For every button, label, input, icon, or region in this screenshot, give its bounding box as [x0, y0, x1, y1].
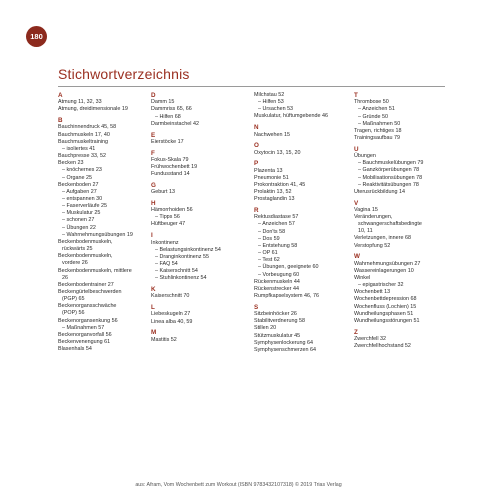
- index-entry: Stabilitverdnerung 58: [254, 318, 305, 325]
- index-subentry: – Wahrnehmungsübungen 19: [62, 231, 133, 238]
- index-entry: Inkontinenz: [151, 239, 179, 246]
- index-subentry: – Reaktivitätsübungen 78: [358, 181, 419, 188]
- index-entry: Hüftbeuger 47: [151, 221, 186, 228]
- index-entry: Oxytocin 13, 15, 20: [254, 149, 301, 156]
- index-entry: Bauchmuskeln 17, 40: [58, 131, 110, 138]
- index-entry: Symphysenlockerung 64: [254, 339, 314, 346]
- index-entry: Eierstöcke 17: [151, 138, 184, 145]
- index-entry: Veränderungen,: [354, 214, 393, 221]
- index-subentry: – isoliertes 41: [62, 145, 96, 152]
- index-letter-heading: A: [58, 92, 63, 99]
- index-column-1: [58, 92, 148, 353]
- index-entry: Fokus-Skala 79: [151, 156, 189, 163]
- index-entry-continuation: (POP) 56: [62, 310, 85, 317]
- index-entry: Plazenta 13: [254, 167, 283, 174]
- index-letter-heading: B: [58, 117, 63, 125]
- index-entry-continuation: schwangerschaftsbedingte: [358, 221, 422, 228]
- index-entry: Zwerchfell 32: [354, 335, 387, 342]
- index-letter-heading: Z: [354, 328, 358, 336]
- index-entry: Atmung, dreidimensionale 19: [58, 106, 128, 113]
- index-entry: Bauchmuskeltraining: [58, 138, 109, 145]
- index-entry: Geburt 13: [151, 189, 175, 196]
- index-subentry: – Hilfen 53: [258, 99, 284, 106]
- index-entry: Linea alba 40, 59: [151, 318, 193, 325]
- index-entry: Prolaktin 13, 52: [254, 189, 292, 196]
- index-subentry: – Tipps 56: [155, 214, 180, 221]
- index-entry: Beckenbodenmuskeln, mittlere: [58, 267, 132, 274]
- index-entry: Milchstau 52: [254, 92, 285, 98]
- index-entry: Mastitis 52: [151, 336, 177, 343]
- index-entry: Damm 15: [151, 99, 175, 106]
- index-entry: Tragen, richtiges 18: [354, 127, 402, 134]
- index-entry: Atmung 11, 32, 33: [58, 99, 102, 106]
- index-entry: Beckenbodentrainer 27: [58, 281, 114, 288]
- index-entry: Stützmuskulatur 45: [254, 332, 301, 339]
- index-subentry: – Gründe 50: [358, 113, 388, 120]
- index-subentry: – epigastrischer 32: [358, 282, 404, 289]
- index-entry: Beckenorgansenkung 56: [58, 317, 118, 324]
- index-entry: Beckenvenengung 61: [58, 339, 111, 346]
- index-entry: Rumpfkapselsystem 46, 76: [254, 293, 320, 299]
- index-subentry: – Muskulatur 25: [62, 210, 101, 217]
- index-letter-heading: K: [151, 286, 156, 294]
- index-entry: Symphysenschmerzen 64: [254, 346, 317, 353]
- index-subentry: – Dranginkontinenz 55: [155, 253, 209, 260]
- index-letter-heading: I: [151, 232, 153, 240]
- index-entry: Wahrnehmungsübungen 27: [354, 260, 421, 267]
- index-subentry: – Bauchmuskelübungen 79: [358, 160, 424, 167]
- index-entry-continuation: 26: [62, 274, 68, 281]
- index-letter-heading: T: [354, 92, 358, 99]
- index-entry: Beckenorgansschwäche: [58, 303, 117, 310]
- index-entry: Wochenbettdepression 68: [354, 296, 417, 303]
- index-entry: Hämorrhoiden 56: [151, 207, 193, 214]
- index-letter-heading: U: [354, 145, 359, 153]
- index-entry: Übungen: [354, 153, 376, 160]
- index-subentry: – Belastungsinkontinenz 54: [155, 246, 221, 253]
- index-subentry: – entspannen 30: [62, 195, 103, 202]
- index-subentry: – Entstehung 58: [258, 242, 298, 249]
- index-entry: Kaiserschnitt 70: [151, 293, 190, 300]
- index-subentry: – Test 62: [258, 257, 280, 264]
- index-subentry: – Aufgaben 27: [62, 188, 97, 195]
- index-entry: Vagina 15: [354, 206, 378, 213]
- index-entry: Muskulatur, hüftumgebende 46: [254, 113, 329, 120]
- index-subentry: – knöchernes 23: [62, 167, 102, 174]
- page-number: 180: [30, 32, 43, 41]
- index-subentry: – Vorbeugung 60: [258, 271, 300, 278]
- index-entry: Prostaglandin 13: [254, 196, 295, 203]
- index-entry: Rückenstrecker 44: [254, 285, 299, 292]
- index-column-3: [254, 92, 344, 354]
- index-entry: Fundusstand 14: [151, 171, 190, 178]
- index-subentry: – Ursachen 53: [258, 106, 294, 113]
- index-subentry: – Übungen, geeignete 60: [258, 264, 319, 271]
- index-subentry: – Faserverläufe 25: [62, 203, 107, 210]
- index-subentry: – Hilfen 68: [155, 113, 181, 120]
- index-entry: Wundheilungsstörungen 51: [354, 317, 420, 324]
- index-letter-heading: S: [254, 303, 259, 311]
- index-entry: Wundheilungsphasen 51: [354, 310, 414, 317]
- index-entry-continuation: vordere 26: [62, 260, 88, 267]
- index-letter-heading: N: [254, 124, 259, 132]
- index-subentry: – Ganzkörperübungen 78: [358, 167, 420, 174]
- index-entry: Thrombose 50: [354, 99, 389, 106]
- index-letter-heading: L: [151, 304, 155, 312]
- index-entry-continuation: (PGP) 65: [62, 296, 85, 303]
- index-subentry: – Übungen 22: [62, 224, 96, 231]
- index-entry: Bauchinnendruck 45, 58: [58, 124, 117, 131]
- index-entry: Beckenbodenmuskeln,: [58, 238, 113, 245]
- index-entry: Pneumonie 51: [254, 174, 289, 181]
- page-number-badge: [26, 26, 47, 47]
- index-entry: Trainingsaufbau 79: [354, 134, 400, 141]
- index-column-4: [354, 92, 449, 350]
- index-entry: Nachwehen 15: [254, 131, 290, 138]
- index-entry: Verstopfung 52: [354, 242, 391, 249]
- index-subentry: – schonen 27: [62, 217, 95, 224]
- index-letter-heading: F: [151, 149, 155, 157]
- index-subentry: – Mobilisationsübungen 78: [358, 174, 423, 181]
- index-entry: Beckenbodenmuskeln,: [58, 253, 113, 260]
- page-title: Stichwortverzeichnis: [58, 66, 190, 82]
- index-entry: Rückenmuskeln 44: [254, 278, 300, 285]
- index-entry: Beckenboden 27: [58, 181, 99, 188]
- title-divider: [58, 86, 445, 87]
- index-entry: Liebeskugeln 27: [151, 311, 191, 318]
- index-entry-continuation: rückwärts 25: [62, 246, 93, 253]
- index-letter-heading: R: [254, 207, 259, 215]
- index-entry: Darmbeinstachel 42: [151, 120, 199, 127]
- index-entry-continuation: 10, 11: [358, 228, 373, 235]
- index-subentry: – Don'ts 58: [258, 228, 286, 235]
- index-entry: Beckenorganvorfall 56: [58, 331, 112, 338]
- index-letter-heading: G: [151, 181, 156, 189]
- index-subentry: – FAQ 54: [155, 261, 178, 267]
- index-letter-heading: H: [151, 199, 156, 207]
- index-subentry: – Organe 25: [62, 174, 92, 181]
- index-entry: Frühwochenbett 19: [151, 163, 198, 170]
- index-subentry: – Maßnahmen 50: [358, 120, 401, 127]
- index-entry: Uterusrückbildung 14: [354, 188, 405, 195]
- index-entry: Wassereinlagerungen 10: [354, 267, 414, 274]
- index-entry: Zwerchfellhochstand 52: [354, 343, 411, 350]
- index-entry: Blasenhals 54: [58, 346, 92, 353]
- index-entry: Bauchpresse 33, 52: [58, 153, 106, 160]
- index-entry: Dammriss 65, 66: [151, 106, 192, 113]
- index-subentry: – Stuhlinkontinenz 54: [155, 275, 207, 282]
- index-entry: Stillen 20: [254, 325, 277, 332]
- index-letter-heading: O: [254, 142, 259, 150]
- index-entry: Sitzbeinhöcker 26: [254, 311, 297, 318]
- index-entry: Verletzungen, innere 68: [354, 235, 411, 242]
- index-subentry: – OP 61: [258, 250, 278, 257]
- index-entry: Beckengürtelbeschwerden: [58, 289, 122, 295]
- index-entry: Winkel: [354, 275, 371, 281]
- index-letter-heading: D: [151, 92, 156, 99]
- index-subentry: – Kaiserschnitt 54: [155, 268, 198, 275]
- copyright-footer: aus: Afram, Vom Wochenbett zum Workout (ISBN 9783432107318) © 2019 Trias Verlag: [135, 482, 342, 488]
- index-entry: Wochenfluss (Lochien) 15: [354, 303, 417, 310]
- index-letter-heading: M: [151, 329, 157, 337]
- index-letter-heading: V: [354, 199, 359, 207]
- index-subentry: – Dos 59: [258, 235, 280, 242]
- index-letter-heading: P: [254, 160, 259, 168]
- index-subentry: – Anzeichen 57: [258, 221, 295, 228]
- index-entry: Becken 23: [58, 160, 84, 167]
- index-entry: Prokontraktion 41, 45: [254, 181, 306, 188]
- index-letter-heading: W: [354, 253, 360, 261]
- index-letter-heading: E: [151, 131, 156, 139]
- index-entry: Rektusdiastase 57: [254, 214, 299, 221]
- index-subentry: – Maßnahmen 57: [62, 324, 105, 331]
- index-column-2: [151, 92, 246, 344]
- index-entry: Wochenbett 13: [354, 289, 391, 296]
- index-subentry: – Anzeichen 51: [358, 106, 395, 113]
